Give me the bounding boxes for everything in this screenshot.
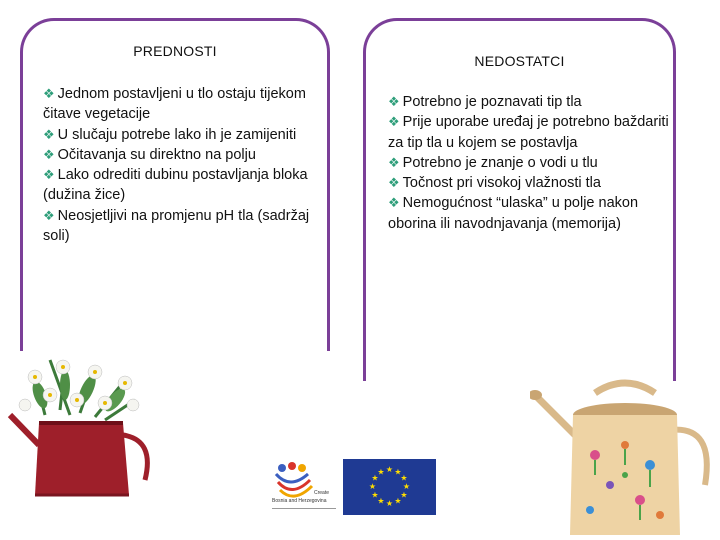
diamond-bullet-icon: ❖ (43, 207, 55, 223)
diamond-bullet-icon: ❖ (43, 86, 55, 101)
eu-stars (343, 459, 436, 515)
list-item: ❖ Točnost pri visokoj vlažnosti tla (388, 173, 670, 193)
diamond-bullet-icon: ❖ (388, 154, 400, 170)
list-item: ❖ Nemogućnost “ulaska” u polje nakon oborina ili navodnjavanja (memorija) (388, 195, 639, 232)
diamond-bullet-icon: ❖ (388, 114, 400, 130)
list-item: ❖ U slučaju potrebe lako ih je zamijeniti (43, 125, 323, 145)
svg-text:★: ★ (377, 467, 385, 477)
svg-text:★: ★ (394, 467, 402, 477)
list-item: ❖ Jednom postavljeni u tlo ostaju tijekom čitave vegetacije (43, 86, 306, 123)
can-spout (10, 415, 39, 445)
advantages-list (43, 84, 323, 246)
list-item: ❖ Očitavanja su direktno na polju (43, 145, 323, 165)
svg-text:★: ★ (400, 473, 408, 483)
svg-text:★: ★ (400, 490, 408, 500)
can-body (35, 423, 129, 495)
svg-text:★: ★ (371, 490, 379, 500)
diamond-bullet-icon: ❖ (43, 167, 55, 183)
svg-text:★: ★ (402, 482, 411, 491)
svg-text:★: ★ (385, 465, 394, 474)
svg-text:★: ★ (377, 496, 385, 506)
can-top-handle (595, 383, 655, 393)
disadvantages-list (388, 92, 670, 234)
create-bih-logo (268, 460, 340, 515)
advantages-title: PREDNOSTI (133, 43, 217, 59)
svg-text:★: ★ (394, 496, 402, 506)
svg-text:★: ★ (371, 473, 379, 483)
can-spout (535, 395, 575, 435)
advantages-panel (20, 18, 330, 351)
list-item: ❖ Lako odrediti dubinu postavljanja bloka (dužina žice) (43, 167, 308, 204)
logo-text-create: Create (314, 490, 330, 496)
diamond-bullet-icon: ❖ (43, 146, 55, 162)
diamond-bullet-icon: ❖ (388, 175, 400, 191)
svg-text:★: ★ (368, 482, 377, 491)
diamond-bullet-icon: ❖ (388, 94, 400, 109)
disadvantages-panel (363, 18, 676, 381)
list-item: ❖ Potrebno je poznavati tip tla (388, 92, 670, 112)
logo-text-country: Bosnia and Herzegovina (272, 498, 327, 504)
svg-text:★: ★ (385, 499, 394, 508)
beige-watering-can-image (530, 375, 720, 540)
disadvantages-title: NEDOSTATCI (474, 53, 565, 69)
list-item: ❖ Neosjetljivi na promjenu pH tla (sadržaj soli) (43, 207, 310, 245)
list-item: ❖ Prije uporabe uređaj je potrebno baždariti za tip tla u kojem se postavlja (388, 114, 669, 151)
diamond-bullet-icon: ❖ (43, 126, 55, 142)
eu-flag (343, 459, 436, 515)
red-watering-can-image (5, 355, 165, 507)
list-item: ❖ Potrebno je znanje o vodi u tlu (388, 153, 670, 173)
diamond-bullet-icon: ❖ (388, 195, 400, 211)
